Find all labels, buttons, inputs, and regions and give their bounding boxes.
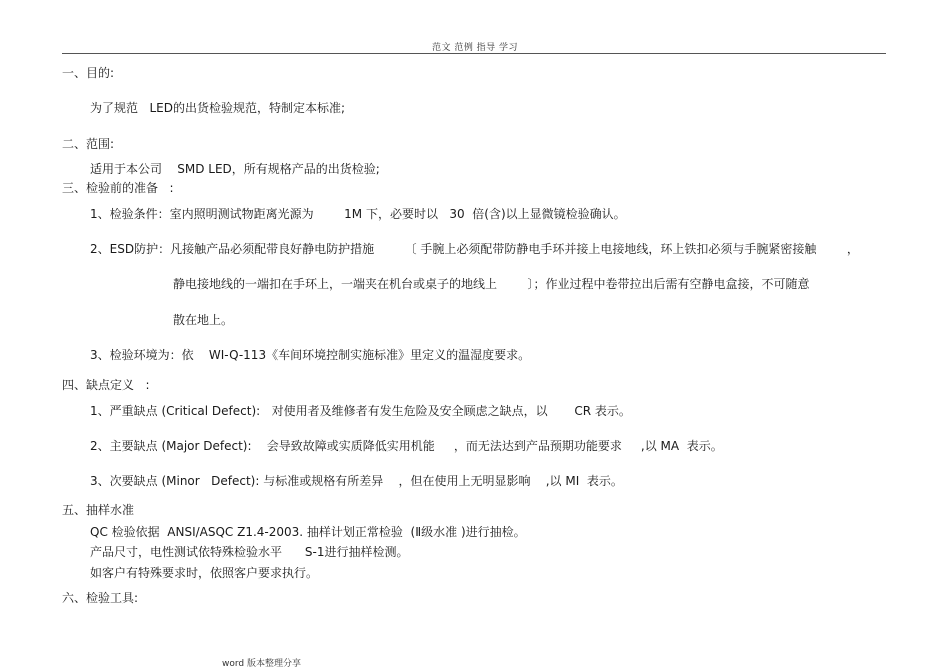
- page-footer: word 版本整理分享: [222, 659, 301, 669]
- section-heading-defects: 四、缺点定义 :: [62, 378, 150, 392]
- defect-item-critical: 1、严重缺点 (Critical Defect): 对使用者及维修者有发生危险及安全顾虑之缺点，以 CR 表示。: [90, 404, 631, 418]
- section-heading-preparation: 三、检验前的准备 :: [62, 181, 174, 195]
- sampling-item-customer: 如客户有特殊要求时，依照客户要求执行。: [90, 566, 319, 580]
- preparation-item-conditions: 1、检验条件：室内照明测试物距离光源为 1M 下，必要时以 30 倍(含)以上显微镜检验确认。: [90, 207, 626, 221]
- preparation-item-esd: 2、ESD防护：凡接触产品必须配带良好静电防护措施 〔 手腕上必须配带防静电手环并接上电接地线，环上铁扣必须与手腕紧密接触 ，: [90, 242, 859, 256]
- section-heading-sampling: 五、抽样水准: [62, 503, 135, 517]
- preparation-item-esd-end: 散在地上。: [173, 313, 234, 327]
- preparation-item-environment: 3、检验环境为：依 WI-Q-113《车间环境控制实施标准》里定义的温湿度要求。: [90, 348, 531, 362]
- defect-item-minor: 3、次要缺点 (Minor Defect): 与标准或规格有所差异 ，但在使用上无明显影响 ,以 MI 表示。: [90, 474, 623, 488]
- section-heading-scope: 二、范围:: [62, 137, 115, 151]
- sampling-item-standard: QC 检验依据 ANSI/ASQC Z1.4-2003. 抽样计划正常检验 (Ⅱ级水准 )进行抽检。: [90, 525, 526, 539]
- header-divider: [62, 53, 886, 54]
- preparation-item-esd-cont: 静电接地线的一端扣在手环上，一端夹在机台或桌子的地线上 〕；作业过程中卷带拉出后需有空静电盒接，不可随意: [173, 277, 810, 291]
- section-heading-purpose: 一、目的:: [62, 66, 115, 80]
- section-heading-tools: 六、检验工具:: [62, 591, 139, 605]
- page-header: 范文 范例 指导 学习: [431, 43, 519, 53]
- sampling-item-level: 产品尺寸，电性测试依特殊检验水平 S-1进行抽样检测。: [90, 545, 409, 559]
- scope-paragraph: 适用于本公司 SMD LED，所有规格产品的出货检验;: [90, 162, 380, 176]
- purpose-paragraph: 为了规范 LED的出货检验规范，特制定本标准;: [90, 101, 345, 115]
- defect-item-major: 2、主要缺点 (Major Defect): 会导致故障或实质降低实用机能 ，而无法达到产品预期功能要求 ,以 MA 表示。: [90, 439, 723, 453]
